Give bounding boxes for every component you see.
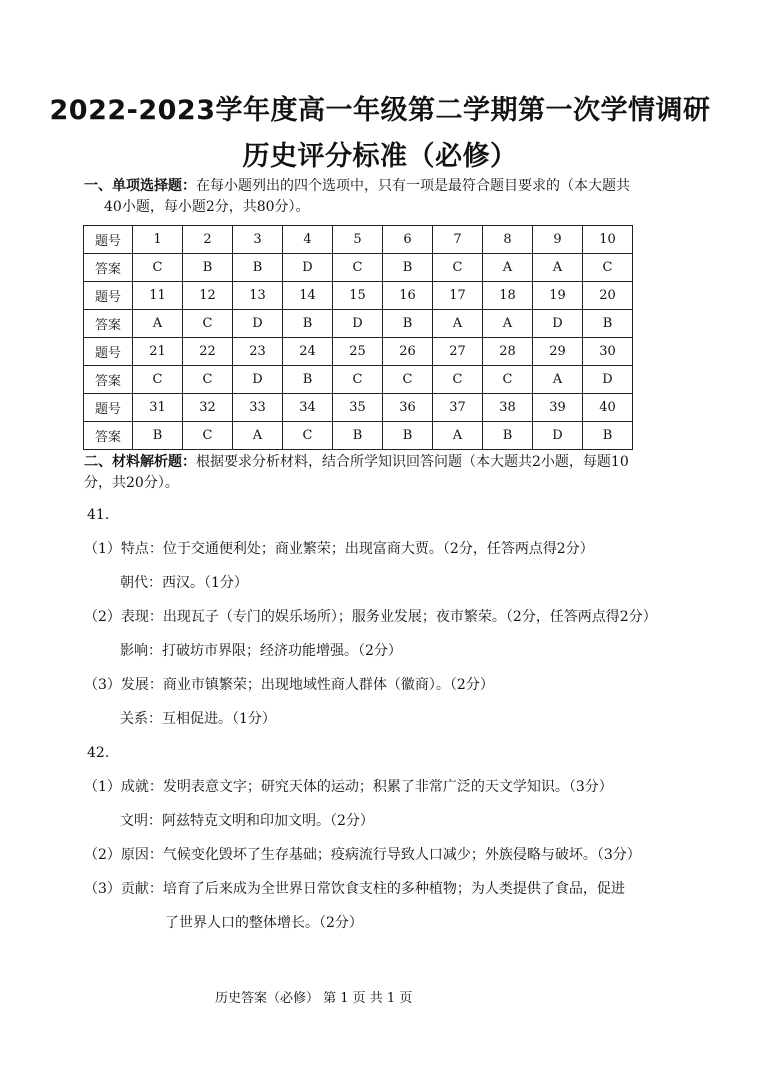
q42-part1-achievement: （1）成就：发明表意文字；研究天体的运动；积累了非常广泛的天文学知识。（3分）: [84, 779, 613, 795]
question-number-cell: 37: [433, 394, 483, 422]
question-number-cell: 2: [183, 226, 233, 254]
question-number-cell: 33: [233, 394, 283, 422]
section1-instructions: [84, 176, 684, 218]
answer-cell: B: [583, 310, 633, 338]
q41-part1-dynasty: 朝代：西汉。（1分）: [120, 575, 248, 591]
question-number-cell: 18: [483, 282, 533, 310]
section2-text-line2: 分，共20分）。: [84, 475, 179, 491]
row-header-cell: 答案: [84, 366, 133, 394]
row-header-cell: 题号: [84, 282, 133, 310]
answer-cell: C: [333, 254, 383, 282]
question-number-row: [84, 338, 633, 366]
question-number-cell: 12: [183, 282, 233, 310]
question-number-cell: 9: [533, 226, 583, 254]
page-footer: 历史答案（必修） 第 1 页 共 1 页: [215, 991, 413, 1006]
answer-cell: D: [233, 310, 283, 338]
row-header-cell: 答案: [84, 422, 133, 450]
answer-cell: C: [433, 254, 483, 282]
question-number-cell: 7: [433, 226, 483, 254]
answer-cell: A: [433, 310, 483, 338]
question-number-cell: 30: [583, 338, 633, 366]
section1-text-line1: 在每小题列出的四个选项中，只有一项是最符合题目要求的（本大题共: [196, 178, 630, 194]
q41-part3-development: （3）发展：商业市镇繁荣；出现地域性商人群体（徽商）。（2分）: [84, 677, 494, 693]
row-header-cell: 题号: [84, 394, 133, 422]
question-number-cell: 25: [333, 338, 383, 366]
answer-cell: D: [283, 254, 333, 282]
q42-part3-contribution: （3）贡献：培育了后来成为全世界日常饮食支柱的多种植物；为人类提供了食品，促进: [84, 881, 625, 897]
document-title: 2022-2023学年度高一年级第二学期第一次学情调研: [49, 95, 711, 126]
q41-part3-relation: 关系：互相促进。（1分）: [120, 711, 276, 727]
answer-cell: B: [283, 310, 333, 338]
row-header-cell: 题号: [84, 226, 133, 254]
answer-cell: D: [583, 366, 633, 394]
answer-cell: C: [283, 422, 333, 450]
question-number-cell: 13: [233, 282, 283, 310]
question-number-row: [84, 226, 633, 254]
answer-cell: B: [333, 422, 383, 450]
answer-cell: A: [433, 422, 483, 450]
question-number-cell: 4: [283, 226, 333, 254]
question-number-cell: 8: [483, 226, 533, 254]
q42-part2-reason: （2）原因：气候变化毁坏了生存基础；疫病流行导致人口减少；外族侵略与破坏。（3分）: [84, 847, 641, 863]
answer-cell: B: [283, 366, 333, 394]
answer-cell: C: [133, 366, 183, 394]
question-number-cell: 36: [383, 394, 433, 422]
row-header-cell: 答案: [84, 254, 133, 282]
question-number-cell: 14: [283, 282, 333, 310]
question-number-cell: 21: [133, 338, 183, 366]
question-number-cell: 11: [133, 282, 183, 310]
question-number-cell: 29: [533, 338, 583, 366]
answer-cell: C: [183, 310, 233, 338]
answer-cell: B: [233, 254, 283, 282]
question-number-cell: 26: [383, 338, 433, 366]
section1-label: 一、单项选择题：: [84, 178, 196, 194]
answer-cell: D: [533, 310, 583, 338]
answer-cell: A: [483, 254, 533, 282]
question-number-cell: 32: [183, 394, 233, 422]
answer-cell: D: [333, 310, 383, 338]
answer-row: [84, 310, 633, 338]
answer-row: [84, 422, 633, 450]
question-number-cell: 24: [283, 338, 333, 366]
section2-instructions: [84, 452, 684, 494]
answer-cell: B: [383, 254, 433, 282]
answer-row: [84, 254, 633, 282]
answer-cell: A: [533, 254, 583, 282]
answer-cell: C: [433, 366, 483, 394]
q41-part1-feature: （1）特点：位于交通便利处；商业繁荣；出现富商大贾。（2分，任答两点得2分）: [84, 541, 594, 557]
question-number-cell: 28: [483, 338, 533, 366]
question-number-cell: 1: [133, 226, 183, 254]
answer-cell: B: [133, 422, 183, 450]
q42-part1-civilization: 文明：阿兹特克文明和印加文明。（2分）: [120, 813, 374, 829]
answer-cell: B: [183, 254, 233, 282]
q41-part2-impact: 影响：打破坊市界限；经济功能增强。（2分）: [120, 643, 402, 659]
q41-part2-performance: （2）表现：出现瓦子（专门的娱乐场所）；服务业发展；夜市繁荣。（2分，任答两点得2分）: [84, 609, 657, 625]
answer-cell: C: [383, 366, 433, 394]
answer-cell: C: [183, 366, 233, 394]
question-number-cell: 27: [433, 338, 483, 366]
answer-row: [84, 366, 633, 394]
answer-cell: C: [483, 366, 533, 394]
answer-cell: A: [133, 310, 183, 338]
q42-number: 42.: [87, 745, 110, 761]
question-number-cell: 22: [183, 338, 233, 366]
answer-cell: C: [133, 254, 183, 282]
question-number-cell: 16: [383, 282, 433, 310]
answer-cell: D: [233, 366, 283, 394]
question-number-row: [84, 394, 633, 422]
question-number-cell: 39: [533, 394, 583, 422]
question-number-cell: 17: [433, 282, 483, 310]
row-header-cell: 答案: [84, 310, 133, 338]
answer-table: [83, 225, 633, 450]
question-number-cell: 40: [583, 394, 633, 422]
answer-cell: C: [583, 254, 633, 282]
answer-cell: B: [383, 310, 433, 338]
section2-label: 二、材料解析题：: [84, 454, 196, 470]
question-number-cell: 5: [333, 226, 383, 254]
question-number-cell: 23: [233, 338, 283, 366]
answer-cell: B: [483, 422, 533, 450]
q41-number: 41.: [87, 507, 110, 523]
question-number-cell: 19: [533, 282, 583, 310]
answer-cell: C: [333, 366, 383, 394]
answer-cell: D: [533, 422, 583, 450]
question-number-cell: 31: [133, 394, 183, 422]
section2-text-line1: 根据要求分析材料，结合所学知识回答问题（本大题共2小题，每题10: [196, 454, 629, 470]
question-number-cell: 38: [483, 394, 533, 422]
question-number-cell: 3: [233, 226, 283, 254]
document-subtitle: 历史评分标准（必修）: [242, 141, 518, 172]
question-number-cell: 34: [283, 394, 333, 422]
question-number-row: [84, 282, 633, 310]
answer-cell: C: [183, 422, 233, 450]
row-header-cell: 题号: [84, 338, 133, 366]
question-number-cell: 15: [333, 282, 383, 310]
q42-part3-contribution-cont: 了世界人口的整体增长。（2分）: [165, 915, 363, 931]
answer-cell: B: [383, 422, 433, 450]
question-number-cell: 35: [333, 394, 383, 422]
question-number-cell: 20: [583, 282, 633, 310]
answer-cell: A: [533, 366, 583, 394]
section1-text-line2: 40小题，每小题2分，共80分）。: [104, 199, 310, 215]
answer-cell: B: [583, 422, 633, 450]
answer-cell: A: [233, 422, 283, 450]
answer-cell: A: [483, 310, 533, 338]
question-number-cell: 6: [383, 226, 433, 254]
question-number-cell: 10: [583, 226, 633, 254]
